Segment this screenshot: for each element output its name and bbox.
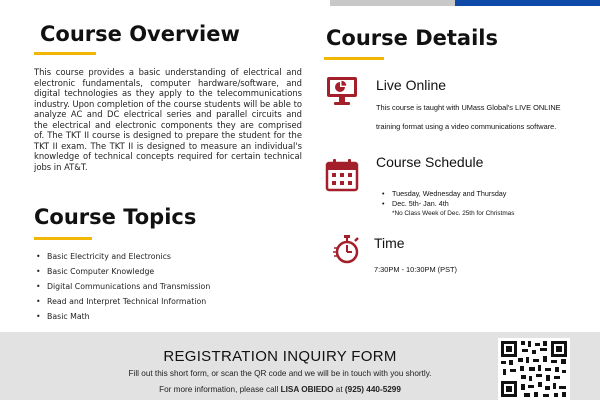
registration-title[interactable]: REGISTRATION INQUIRY FORM [163, 348, 397, 365]
topics-list [34, 252, 210, 327]
schedule-item: • Dec. 5th- Jan. 4th [378, 199, 506, 209]
details-heading: Course Details [326, 26, 498, 50]
time-title: Time [374, 235, 405, 251]
overview-underline [34, 52, 96, 55]
topic-item: • Basic Computer Knowledge [34, 267, 210, 282]
schedule-note: *No Class Week of Dec. 25th for Christmas [392, 210, 515, 217]
calendar-icon [325, 158, 359, 192]
topic-item: • Digital Communications and Transmission [34, 282, 210, 297]
schedule-title: Course Schedule [376, 154, 484, 170]
top-accent-gray [330, 0, 455, 6]
overview-text: This course provides a basic understanding of electrical and electronic fundamentals, computer hardware/software, and digital technologies as they apply to the telecommunications industry. Upon completion of the course students will be able to analyze AC and DC electrical series and parallel circuits and the electrical and electronic components they are comprised of. The TKT II course is designed to prepare the student for the TKT II exam. The TKT II is designed to measure an individual's knowledge of technical concepts required for certain technical jobs in AT&T. [34, 67, 302, 172]
top-accent-blue [455, 0, 600, 6]
topic-item: • Read and Interpret Technical Information [34, 297, 210, 312]
schedule-list [378, 189, 506, 209]
live-online-line2: training format using a video communications software. [376, 122, 557, 131]
contact-prefix: For more information, please call [159, 385, 279, 394]
contact-phone[interactable]: (925) 440-5299 [344, 385, 401, 394]
computer-chart-icon [325, 75, 359, 107]
registration-line2 [0, 385, 560, 394]
schedule-item: • Tuesday, Wednesday and Thursday [378, 189, 506, 199]
contact-name: LISA OBIEDO [280, 385, 334, 394]
time-value: 7:30PM - 10:30PM (PST) [374, 265, 457, 274]
contact-mid: at [335, 385, 343, 394]
live-online-title: Live Online [376, 77, 447, 93]
live-online-line1: This course is taught with UMass Global's LIVE ONLINE [376, 103, 561, 112]
qr-code-icon[interactable] [498, 338, 570, 400]
topics-underline [34, 237, 92, 240]
stopwatch-icon [333, 234, 361, 264]
details-underline [324, 57, 384, 60]
topic-item: • Basic Electricity and Electronics [34, 252, 210, 267]
top-accent-bar [0, 0, 600, 6]
topics-heading: Course Topics [34, 205, 197, 229]
registration-line1: Fill out this short form, or scan the QR code and we will be in touch with you shortly. [128, 369, 432, 378]
topic-item: • Basic Math [34, 312, 210, 327]
overview-heading: Course Overview [40, 22, 240, 46]
